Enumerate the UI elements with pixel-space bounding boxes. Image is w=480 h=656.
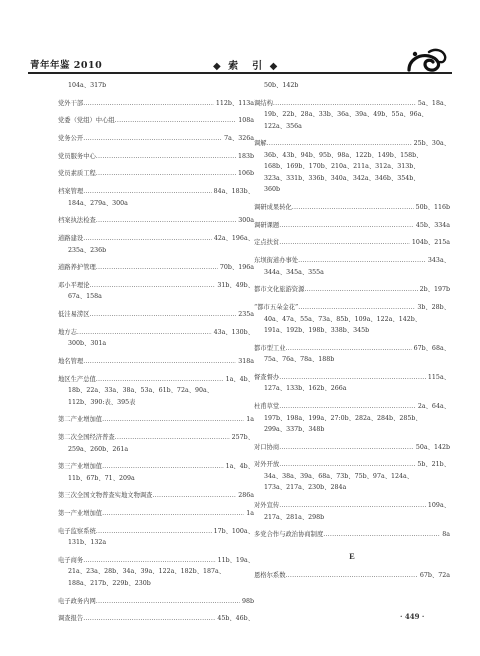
entry-continuation-refs: 131b、132a bbox=[68, 539, 107, 547]
entry-continuation-refs: 36b、43b、94b、95b、98a、122b、149b、158b、 bbox=[264, 151, 423, 159]
index-entry bbox=[254, 372, 450, 395]
entry-lead-line bbox=[254, 255, 450, 267]
entry-page-refs: 1a、4b、 bbox=[225, 375, 254, 383]
entry-page-refs: 104b、215a bbox=[411, 239, 450, 247]
index-entry bbox=[254, 459, 450, 494]
entry-lead-line bbox=[254, 220, 450, 232]
entry-page-refs: 300a bbox=[238, 217, 254, 225]
entry-continuation-refs: 259a、260b、261a bbox=[68, 445, 129, 453]
entry-page-refs: 112b、113a bbox=[215, 99, 254, 107]
index-entry bbox=[58, 596, 254, 608]
dot-leader bbox=[83, 356, 236, 368]
entry-lead-line bbox=[58, 309, 254, 321]
dot-leader bbox=[279, 220, 414, 232]
entry-lead-line bbox=[254, 570, 450, 582]
index-entry bbox=[58, 432, 254, 455]
entry-term: 调解 bbox=[254, 140, 267, 148]
entry-lead-line bbox=[254, 500, 450, 512]
entry-lead-line bbox=[58, 432, 254, 444]
dot-leader bbox=[298, 302, 415, 314]
entry-lead-line bbox=[58, 327, 254, 339]
dot-leader bbox=[285, 570, 417, 582]
index-entry bbox=[254, 237, 450, 249]
book-title: 青年年鉴 2010 bbox=[30, 60, 103, 71]
entry-term: 调研成果转化 bbox=[254, 204, 292, 212]
entry-continuation-refs: 184a、279a、300a bbox=[68, 199, 128, 207]
entry-page-refs: 5b、21b、 bbox=[417, 461, 450, 469]
entry-page-refs: 257b、 bbox=[231, 434, 254, 441]
dot-leader bbox=[83, 613, 215, 625]
dot-leader bbox=[279, 372, 426, 384]
dot-leader bbox=[279, 459, 415, 471]
index-entry bbox=[254, 500, 450, 523]
dot-leader bbox=[83, 98, 214, 110]
index-entry bbox=[58, 526, 254, 549]
index-column-left bbox=[58, 80, 254, 631]
entry-term: 第二次全国经济普查 bbox=[58, 434, 115, 441]
entry-page-refs: 50a、142b bbox=[415, 443, 450, 451]
entry-page-refs: 115a、 bbox=[427, 373, 450, 381]
dot-leader bbox=[292, 202, 414, 214]
entry-continuation-refs: 75a、76a、78a、188b bbox=[264, 356, 335, 364]
dot-leader bbox=[89, 280, 215, 292]
index-entry bbox=[254, 80, 450, 92]
index-entry bbox=[58, 186, 254, 209]
entry-page-refs: 318a bbox=[238, 357, 254, 365]
index-entry bbox=[58, 233, 254, 256]
entry-page-refs: 106b bbox=[237, 170, 254, 178]
entry-continuation-refs: 122a、356a bbox=[264, 122, 302, 130]
index-entry bbox=[254, 401, 450, 436]
entry-term: 道路养护管理 bbox=[58, 264, 96, 272]
index-entry bbox=[58, 555, 254, 590]
dot-leader bbox=[89, 309, 236, 321]
entry-page-refs: 45b、46b、 bbox=[217, 615, 254, 623]
dot-leader bbox=[279, 401, 416, 413]
entry-page-refs: 1a bbox=[246, 510, 254, 518]
index-entry bbox=[58, 356, 254, 368]
entry-page-refs: 42a、196a、 bbox=[213, 235, 254, 242]
entry-lead-line bbox=[58, 596, 254, 608]
entry-page-refs: 17b、100a、 bbox=[213, 527, 254, 535]
index-entry bbox=[254, 442, 450, 454]
entry-page-refs: 343a、 bbox=[427, 257, 450, 265]
dot-leader bbox=[267, 138, 412, 150]
dot-leader bbox=[285, 343, 411, 355]
entry-term: 都市文化旅游资源 bbox=[254, 286, 305, 294]
index-entry bbox=[58, 280, 254, 303]
dot-leader bbox=[279, 237, 410, 249]
index-entry bbox=[58, 327, 254, 350]
entry-term: 督查督办 bbox=[254, 373, 280, 381]
entry-continuation-refs: 344a、345a、355a bbox=[264, 268, 324, 276]
entry-lead-line bbox=[58, 508, 254, 520]
dot-leader bbox=[152, 490, 236, 502]
dot-leader bbox=[279, 500, 426, 512]
dot-leader bbox=[77, 327, 212, 339]
entry-page-refs: 108a bbox=[238, 117, 254, 125]
dot-leader bbox=[273, 98, 416, 110]
entry-continuation-refs: 300b、301a bbox=[68, 340, 107, 348]
entry-lead-line bbox=[254, 529, 450, 541]
entry-page-refs: 183b bbox=[237, 152, 254, 160]
entry-page-refs: 11b、19a、 bbox=[217, 556, 254, 564]
entry-lead-line bbox=[254, 284, 450, 296]
index-entry bbox=[58, 98, 254, 110]
entry-term: 恩格尔系数 bbox=[254, 572, 286, 580]
index-entry bbox=[58, 215, 254, 227]
entry-lead-line bbox=[254, 302, 450, 314]
entry-continuation-refs: 168b、169b、170b、210a、211a、312a、313b、 bbox=[264, 163, 420, 171]
dot-leader bbox=[102, 461, 224, 473]
entry-page-refs: 67b、68a、 bbox=[413, 344, 450, 352]
entry-term: 邓小平理论 bbox=[58, 281, 90, 289]
entry-term: 地区生产总值 bbox=[58, 375, 96, 383]
index-entry bbox=[58, 262, 254, 274]
index-entry bbox=[254, 570, 450, 582]
entry-lead-line bbox=[58, 215, 254, 227]
entry-continuation-refs: 18b、22a、33a、38a、53a、61b、72a、90a、 bbox=[68, 387, 214, 395]
index-entry bbox=[254, 343, 450, 366]
entry-lead-line bbox=[254, 237, 450, 249]
entry-page-refs: 45b、334a bbox=[415, 221, 450, 229]
entry-term: 第三产业增加值 bbox=[58, 463, 103, 471]
entry-term: 第二产业增加值 bbox=[58, 416, 103, 424]
dot-leader bbox=[83, 555, 215, 567]
entry-lead-line bbox=[58, 262, 254, 274]
entry-term: 档案管理 bbox=[58, 188, 84, 196]
index-entry bbox=[58, 374, 254, 409]
entry-page-refs: 50b、116b bbox=[415, 204, 450, 212]
entry-lead-line bbox=[58, 186, 254, 198]
entry-page-refs: 286a bbox=[238, 492, 254, 500]
entry-term: 定点扶贫 bbox=[254, 239, 280, 247]
entry-continuation-refs: 11b、67b、71、209a bbox=[68, 474, 135, 482]
entry-continuation-refs: 67a、158a bbox=[68, 293, 102, 301]
entry-term: 地名管理 bbox=[58, 357, 84, 365]
entry-page-refs: 7a、326a bbox=[224, 135, 254, 143]
entry-continuation-refs: 19b、22b、28a、33b、36a、39a、49b、55a、96a、 bbox=[264, 111, 428, 119]
index-entry bbox=[254, 529, 450, 541]
entry-page-refs: 3b、28b、 bbox=[417, 304, 450, 311]
dot-leader bbox=[83, 186, 211, 198]
entry-page-refs: 2a、64a、 bbox=[417, 403, 450, 411]
entry-continuation-refs: 360b bbox=[264, 186, 281, 194]
dot-leader bbox=[96, 168, 236, 180]
entry-page-refs: 109a、 bbox=[427, 502, 450, 510]
header-rule bbox=[28, 72, 452, 74]
entry-term: 东坝街道办事处 bbox=[254, 257, 299, 265]
entry-lead-line bbox=[254, 442, 450, 454]
index-entry bbox=[58, 115, 254, 127]
index-column-right bbox=[254, 80, 450, 588]
entry-continuation-refs: 21a、23a、28b、34a、39a、122a、182b、187a、 bbox=[68, 568, 226, 576]
index-entry bbox=[254, 284, 450, 296]
entry-term: “都市五朵金花” bbox=[254, 304, 299, 311]
entry-lead-line bbox=[58, 168, 254, 180]
entry-page-refs: 70b、196a bbox=[219, 264, 254, 272]
entry-term: 电子商务 bbox=[58, 556, 84, 564]
dot-leader bbox=[102, 414, 244, 426]
entry-term: 杜甫草堂 bbox=[254, 403, 280, 411]
entry-term: 调查报告 bbox=[58, 615, 84, 623]
entry-page-refs: 2b、197b bbox=[419, 286, 450, 294]
entry-page-refs: 31b、49b、 bbox=[217, 281, 254, 289]
entry-term: 都市型工业 bbox=[254, 344, 286, 352]
entry-continuation-refs: 112b、390:表、395表 bbox=[68, 398, 136, 406]
entry-term: 电子政务内网 bbox=[58, 597, 96, 605]
dot-leader bbox=[115, 115, 237, 127]
letter-section-heading: E bbox=[349, 550, 355, 561]
index-entry bbox=[58, 461, 254, 484]
index-entry bbox=[58, 508, 254, 520]
dot-leader bbox=[102, 508, 244, 520]
entry-continuation-refs: 40a、47a、55a、73a、85b、109a、122a、142b、 bbox=[264, 315, 422, 323]
dot-leader bbox=[96, 262, 218, 274]
entry-term: 档案执法检查 bbox=[58, 217, 96, 225]
index-entry bbox=[58, 151, 254, 163]
entry-continuation-refs: 127a、133b、162b、266a bbox=[264, 385, 347, 393]
index-entry bbox=[58, 309, 254, 321]
entry-lead-line bbox=[254, 202, 450, 214]
dot-leader bbox=[96, 526, 212, 538]
entry-continuation-refs: 104a、317b bbox=[68, 82, 107, 89]
dot-leader bbox=[96, 151, 236, 163]
dot-leader bbox=[96, 374, 224, 386]
entry-page-refs: 25b、30a、 bbox=[413, 140, 450, 148]
page-header bbox=[0, 0, 480, 80]
entry-lead-line bbox=[254, 343, 450, 355]
index-entry bbox=[58, 80, 254, 92]
index-entry bbox=[254, 302, 450, 337]
entry-continuation-refs: 191a、192b、198b、338b、345b bbox=[264, 327, 370, 334]
entry-term: 电子监察系统 bbox=[58, 527, 96, 535]
entry-continuation-refs: 173a、217a、230b、284a bbox=[264, 484, 347, 492]
entry-term: 第一产业增加值 bbox=[58, 510, 103, 518]
dot-leader bbox=[96, 596, 240, 608]
dot-leader bbox=[298, 255, 426, 267]
entry-lead-line bbox=[58, 414, 254, 426]
dot-leader bbox=[83, 233, 212, 245]
entry-term: 对外宣传 bbox=[254, 502, 280, 510]
entry-page-refs: 235a bbox=[238, 311, 254, 319]
entry-lead-line bbox=[58, 526, 254, 538]
entry-lead-line bbox=[58, 374, 254, 386]
entry-lead-line bbox=[58, 151, 254, 163]
dot-leader bbox=[279, 442, 414, 454]
entry-term: 多党合作与政治协商制度 bbox=[254, 531, 324, 539]
entry-lead-line bbox=[58, 613, 254, 625]
entry-page-refs: 98b bbox=[241, 597, 254, 605]
page-number: · 449 · bbox=[400, 612, 425, 621]
dot-leader bbox=[96, 215, 236, 227]
entry-term: 对口协商 bbox=[254, 443, 280, 451]
entry-page-refs: 5a、18a、 bbox=[417, 99, 450, 107]
dot-leader bbox=[115, 432, 230, 444]
entry-term: 党委（党组）中心组 bbox=[58, 117, 115, 125]
entry-lead-line bbox=[254, 98, 450, 110]
entry-continuation-refs: 34a、38a、39a、68a、73b、75b、97a、124a、 bbox=[264, 472, 414, 480]
entry-term: 调研课题 bbox=[254, 221, 280, 229]
entry-page-refs: 84a、183b、 bbox=[213, 188, 254, 196]
entry-term: 第三次全国文物普查实地文物调查 bbox=[58, 492, 153, 500]
entry-continuation-refs: 188a、217b、229b、230b bbox=[68, 579, 151, 587]
index-entry bbox=[254, 220, 450, 232]
entry-term: 党务公开 bbox=[58, 135, 84, 143]
index-entry bbox=[254, 138, 450, 196]
entry-page-refs: 43a、130b、 bbox=[213, 328, 254, 336]
dot-leader bbox=[323, 529, 440, 541]
entry-page-refs: 1a、4b、 bbox=[225, 463, 254, 471]
entry-continuation-refs: 323a、331b、336b、340a、342a、346b、354b、 bbox=[264, 174, 420, 182]
entry-term: 对外开放 bbox=[254, 461, 280, 469]
entry-lead-line bbox=[254, 372, 450, 384]
entry-lead-line bbox=[58, 490, 254, 502]
entry-page-refs: 1a bbox=[246, 416, 254, 424]
entry-lead-line bbox=[254, 459, 450, 471]
entry-lead-line bbox=[58, 280, 254, 292]
dot-leader bbox=[304, 284, 417, 296]
entry-lead-line bbox=[254, 401, 450, 413]
entry-lead-line bbox=[58, 233, 254, 245]
index-entry bbox=[254, 255, 450, 278]
entry-term: 道路建设 bbox=[58, 235, 84, 242]
entry-lead-line bbox=[254, 138, 450, 150]
entry-continuation-refs: 217a、281a、298b bbox=[264, 513, 325, 521]
section-title: ◆ 索 引 ◆ bbox=[213, 61, 280, 72]
entry-page-refs: 8a bbox=[442, 531, 450, 539]
entry-continuation-refs: 197b、198a、199a、27:0b、282a、284b、285b、 bbox=[264, 414, 422, 422]
entry-term: 党员服务中心 bbox=[58, 152, 96, 160]
entry-term: 调结构 bbox=[254, 99, 273, 107]
entry-page-refs: 67b、72a bbox=[419, 572, 450, 580]
index-entry bbox=[58, 414, 254, 426]
index-entry bbox=[254, 98, 450, 133]
entry-lead-line bbox=[58, 98, 254, 110]
index-entry bbox=[58, 490, 254, 502]
index-entry bbox=[58, 133, 254, 145]
entry-lead-line bbox=[58, 356, 254, 368]
index-entry bbox=[254, 202, 450, 214]
entry-term: 党外干部 bbox=[58, 99, 84, 107]
entry-lead-line bbox=[58, 555, 254, 567]
entry-lead-line bbox=[58, 115, 254, 127]
entry-lead-line bbox=[58, 133, 254, 145]
entry-continuation-refs: 50b、142b bbox=[264, 82, 299, 89]
index-entry bbox=[58, 613, 254, 625]
dot-leader bbox=[83, 133, 222, 145]
entry-lead-line bbox=[58, 461, 254, 473]
entry-term: 低洼易涝区 bbox=[58, 311, 90, 319]
entry-term: 地方志 bbox=[58, 328, 77, 336]
entry-term: 党员素质工程 bbox=[58, 170, 96, 178]
entry-continuation-refs: 235a、236b bbox=[68, 246, 107, 254]
entry-continuation-refs: 299a、337b、348b bbox=[264, 426, 325, 434]
index-entry bbox=[58, 168, 254, 180]
